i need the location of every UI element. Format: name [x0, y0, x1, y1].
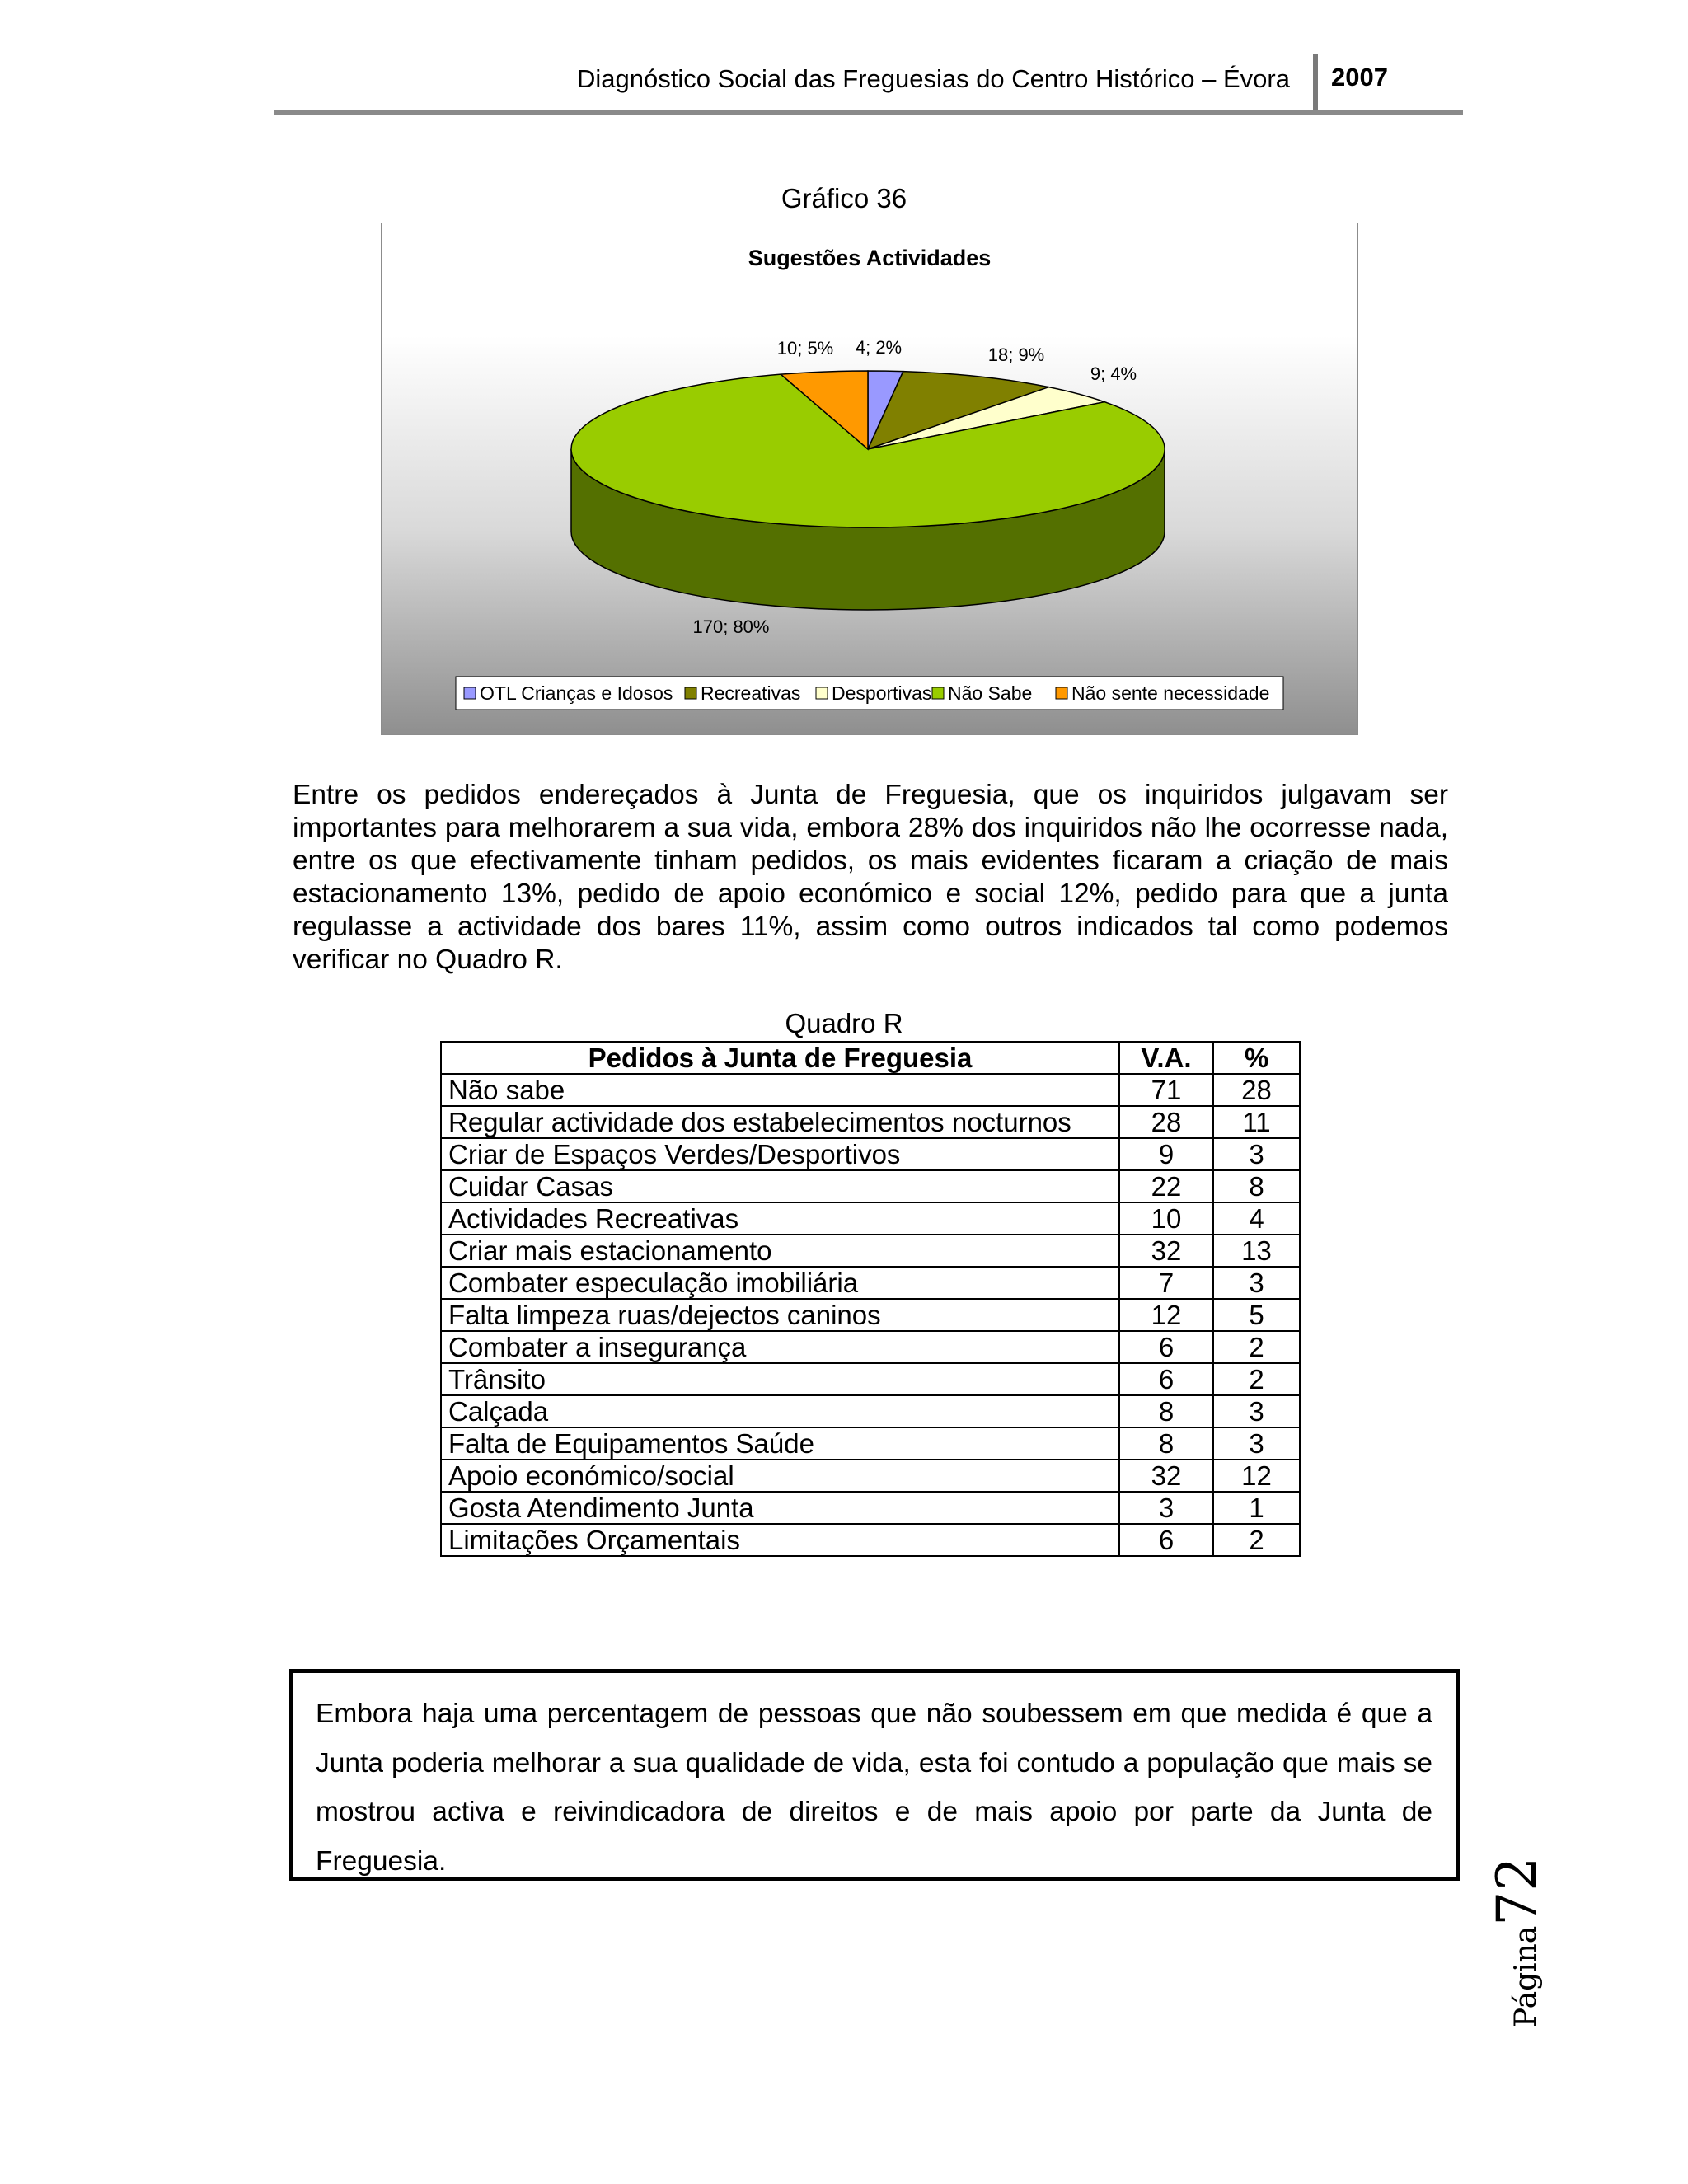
table-row — [441, 1170, 1300, 1202]
header-rule — [274, 110, 1463, 115]
chart-caption: Gráfico 36 — [781, 183, 907, 213]
legend-label-otl: OTL Crianças e Idosos — [480, 682, 673, 704]
table-cell-pedido: Trânsito — [441, 1363, 1119, 1395]
table-cell-percent: 3 — [1213, 1267, 1300, 1299]
table-cell-va: 6 — [1119, 1524, 1213, 1556]
document-header-year: 2007 — [1331, 63, 1388, 91]
table-cell-va: 6 — [1119, 1363, 1213, 1395]
chart-title: Sugestões Actividades — [748, 246, 992, 270]
table-cell-percent: 3 — [1213, 1138, 1300, 1170]
table-cell-pedido: Limitações Orçamentais — [441, 1524, 1119, 1556]
table-cell-va: 9 — [1119, 1138, 1213, 1170]
table-cell-percent: 3 — [1213, 1395, 1300, 1427]
table-row — [441, 1460, 1300, 1492]
table-header-pedidos: Pedidos à Junta de Freguesia — [441, 1042, 1119, 1074]
table-caption: Quadro R — [785, 1008, 903, 1038]
body-paragraph: Entre os pedidos endereçados à Junta de Freguesia, que os inquiridos julgavam ser importantes para melhorarem a sua vida, embora 28% dos inquiridos não lhe ocorresse nada, entre os que efectivamente tinham pedidos, os mais evidentes ficaram a criação de mais estacionamento 13%, pedido de apoio económico e social 12%, pedido para que a junta regulasse a actividade dos bares 11%, assim como outros indicados tal como podemos verificar no Quadro R. — [293, 780, 1448, 975]
table-row — [441, 1267, 1300, 1299]
table-row — [441, 1074, 1300, 1106]
table-cell-pedido: Criar mais estacionamento — [441, 1235, 1119, 1267]
table-row — [441, 1235, 1300, 1267]
table-cell-pedido: Cuidar Casas — [441, 1170, 1119, 1202]
table-cell-percent: 12 — [1213, 1460, 1300, 1492]
table-cell-pedido: Falta limpeza ruas/dejectos caninos — [441, 1299, 1119, 1331]
page-number: 72 — [1485, 1856, 1549, 1926]
table-cell-pedido: Não sabe — [441, 1074, 1119, 1106]
table-cell-va: 8 — [1119, 1427, 1213, 1460]
table-cell-percent: 11 — [1213, 1106, 1300, 1138]
table-cell-percent: 1 — [1213, 1492, 1300, 1524]
table-row — [441, 1331, 1300, 1363]
table-cell-percent: 4 — [1213, 1202, 1300, 1235]
table-cell-pedido: Combater especulação imobiliária — [441, 1267, 1119, 1299]
table-cell-va: 71 — [1119, 1074, 1213, 1106]
table-header-va: V.A. — [1119, 1042, 1213, 1074]
pie-label-nao-sente: 10; 5% — [776, 338, 834, 359]
legend-label-recreativas: Recreativas — [701, 682, 801, 704]
table-body — [441, 1074, 1300, 1556]
table-header-percent: % — [1213, 1042, 1300, 1074]
table-row — [441, 1524, 1300, 1556]
legend-swatch-recreativas — [685, 687, 696, 699]
legend-label-nao-sente: Não sente necessidade — [1071, 682, 1270, 704]
table-cell-pedido: Criar de Espaços Verdes/Desportivos — [441, 1138, 1119, 1170]
chart-legend — [456, 677, 1283, 710]
conclusion-box — [289, 1669, 1460, 1881]
table-cell-va: 12 — [1119, 1299, 1213, 1331]
table-cell-va: 8 — [1119, 1395, 1213, 1427]
legend-swatch-nao-sabe — [932, 687, 944, 699]
table-header-row — [441, 1042, 1300, 1074]
table-cell-va: 10 — [1119, 1202, 1213, 1235]
table-cell-pedido: Calçada — [441, 1395, 1119, 1427]
conclusion-text: Embora haja uma percentagem de pessoas que não soubessem em que medida é que a Junta poderia melhorar a sua qualidade de vida, esta foi contudo a população que mais se mostrou activa e reivindicadora de direitos e de mais apoio por parte da Junta de Freguesia. — [316, 1699, 1432, 1877]
pie-label-recreativas: 18; 9% — [987, 344, 1045, 365]
table-row — [441, 1202, 1300, 1235]
table-cell-percent: 3 — [1213, 1427, 1300, 1460]
header-separator — [1313, 54, 1318, 114]
table-row — [441, 1395, 1300, 1427]
table-row — [441, 1427, 1300, 1460]
table-cell-pedido: Gosta Atendimento Junta — [441, 1492, 1119, 1524]
pie-label-otl: 4; 2% — [855, 337, 903, 358]
pie-group — [571, 371, 1165, 610]
pie-chart-svg — [382, 223, 1357, 734]
pie-label-desportivas: 9; 4% — [1090, 363, 1137, 384]
table-cell-pedido: Falta de Equipamentos Saúde — [441, 1427, 1119, 1460]
table-cell-pedido: Actividades Recreativas — [441, 1202, 1119, 1235]
legend-swatch-otl — [464, 687, 476, 699]
table-cell-percent: 2 — [1213, 1331, 1300, 1363]
table-row — [441, 1138, 1300, 1170]
legend-label-nao-sabe: Não Sabe — [948, 682, 1033, 704]
table-cell-pedido: Regular actividade dos estabelecimentos nocturnos — [441, 1106, 1119, 1138]
table-row — [441, 1492, 1300, 1524]
table-cell-va: 28 — [1119, 1106, 1213, 1138]
table-cell-va: 6 — [1119, 1331, 1213, 1363]
table-cell-va: 7 — [1119, 1267, 1213, 1299]
table-cell-va: 32 — [1119, 1235, 1213, 1267]
table-cell-percent: 28 — [1213, 1074, 1300, 1106]
page-word: Página — [1509, 1925, 1543, 2027]
table-cell-percent: 8 — [1213, 1170, 1300, 1202]
table-cell-percent: 2 — [1213, 1363, 1300, 1395]
table-row — [441, 1106, 1300, 1138]
table-cell-percent: 2 — [1213, 1524, 1300, 1556]
table-cell-pedido: Apoio económico/social — [441, 1460, 1119, 1492]
table-cell-va: 32 — [1119, 1460, 1213, 1492]
table-cell-va: 3 — [1119, 1492, 1213, 1524]
legend-label-desportivas: Desportivas — [832, 682, 932, 704]
table-cell-percent: 13 — [1213, 1235, 1300, 1267]
table-cell-pedido: Combater a insegurança — [441, 1331, 1119, 1363]
document-header-title: Diagnóstico Social das Freguesias do Centro Histórico – Évora — [577, 64, 1290, 93]
page-number-label — [1485, 1813, 1568, 2027]
table-row — [441, 1299, 1300, 1331]
pie-label-nao-sabe: 170; 80% — [692, 616, 770, 637]
table-cell-va: 22 — [1119, 1170, 1213, 1202]
pie-chart — [381, 223, 1358, 735]
table-cell-percent: 5 — [1213, 1299, 1300, 1331]
table-row — [441, 1363, 1300, 1395]
legend-swatch-desportivas — [816, 687, 828, 699]
legend-swatch-nao-sente — [1056, 687, 1067, 699]
pedidos-table — [440, 1041, 1301, 1557]
